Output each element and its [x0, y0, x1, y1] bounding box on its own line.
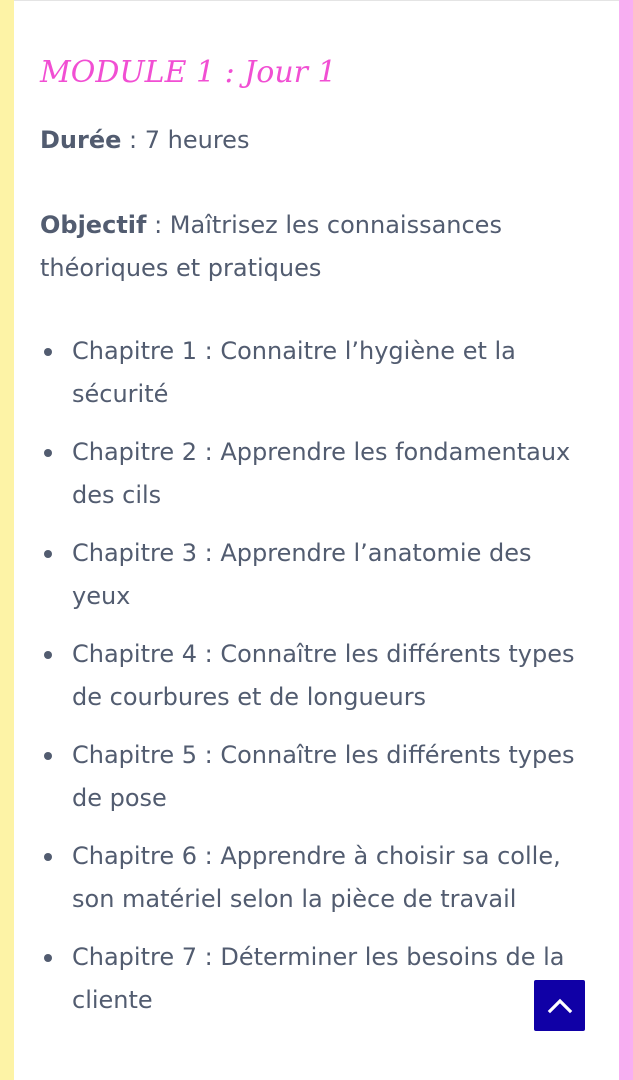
chapter-item: Chapitre 4 : Connaître les différents types de courbures et de longueurs	[40, 633, 585, 719]
chapter-item: Chapitre 6 : Apprendre à choisir sa colle, son matériel selon la pièce de travail	[40, 835, 585, 921]
chapter-list	[40, 330, 585, 1037]
objective-value: Maîtrisez les connaissances théoriques et pratiques	[40, 211, 502, 282]
duration-label: Durée	[40, 126, 122, 154]
chapter-item: Chapitre 1 : Connaitre l’hygiène et la sécurité	[40, 330, 585, 416]
duration-line	[40, 119, 249, 162]
duration-separator: :	[121, 126, 145, 154]
chapter-item: Chapitre 3 : Apprendre l’anatomie des yeux	[40, 532, 585, 618]
duration-value: 7 heures	[144, 126, 250, 154]
left-decorative-stripe	[0, 0, 14, 1080]
objective-line	[40, 204, 585, 290]
right-decorative-stripe	[619, 0, 633, 1080]
chapter-item: Chapitre 5 : Connaître les différents types de pose	[40, 734, 585, 820]
chevron-up-icon	[547, 998, 573, 1014]
objective-label: Objectif	[40, 211, 147, 239]
module-card	[14, 0, 619, 1080]
chapter-item: Chapitre 2 : Apprendre les fondamentaux des cils	[40, 431, 585, 517]
chapter-item: Chapitre 7 : Déterminer les besoins de la cliente	[40, 936, 585, 1022]
module-title: MODULE 1 : Jour 1	[40, 55, 337, 90]
objective-separator: :	[146, 211, 170, 239]
scroll-to-top-button[interactable]	[534, 980, 585, 1031]
